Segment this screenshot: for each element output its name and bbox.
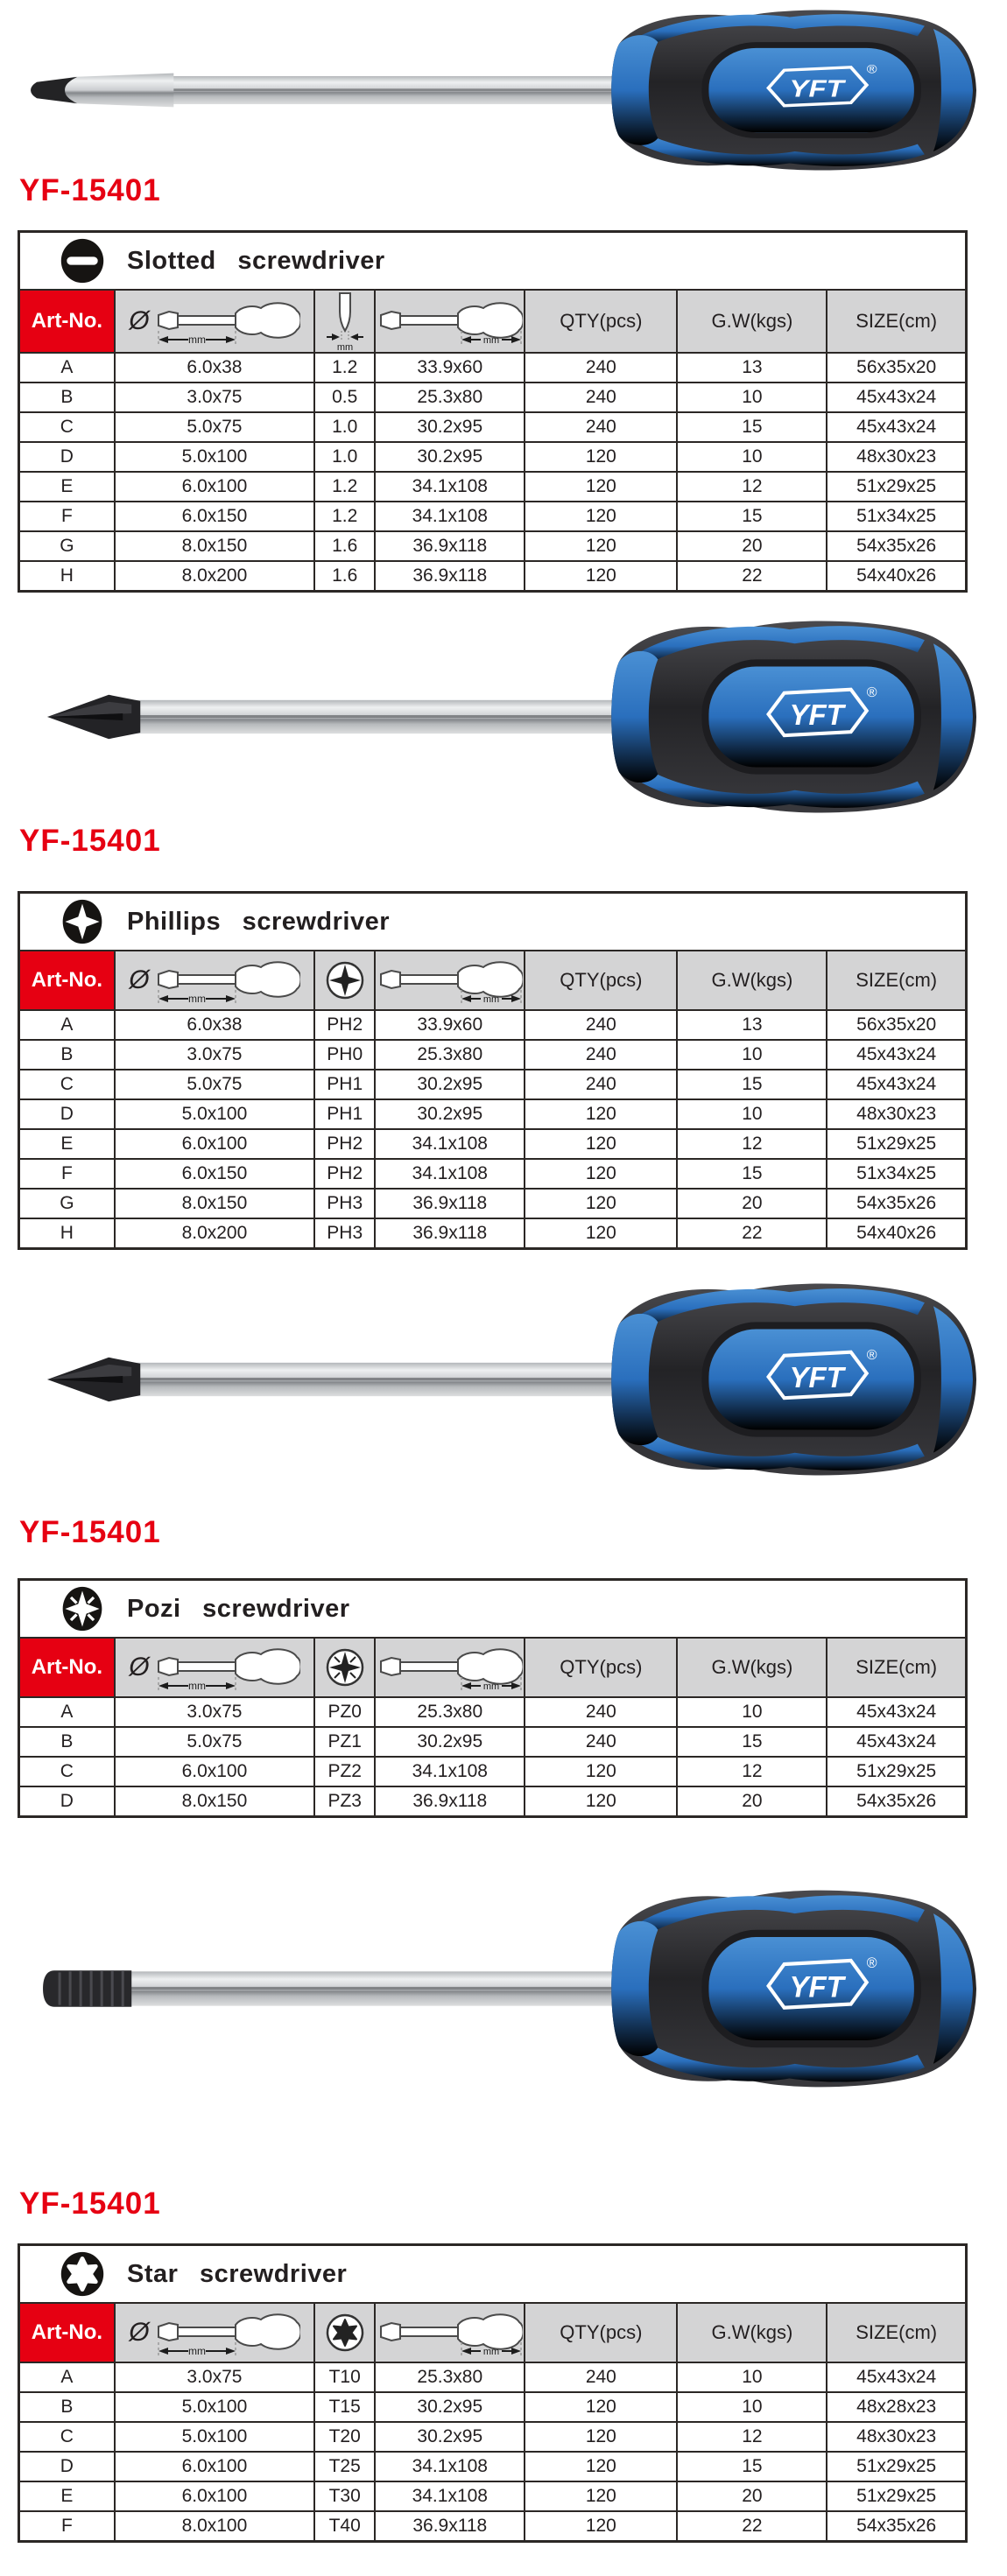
spec-cell: 30.2x95 (375, 442, 525, 472)
spec-cell: 120 (525, 502, 677, 531)
spec-cell: D (19, 442, 115, 472)
slotted-tip (31, 74, 173, 108)
spec-cell: 34.1x108 (375, 2481, 525, 2511)
spec-cell: 12 (677, 472, 827, 502)
spec-cell: T40 (314, 2511, 375, 2542)
spec-cell: G (19, 531, 115, 561)
shaft-length-diagram (155, 953, 300, 1007)
spec-cell: E (19, 2481, 115, 2511)
spec-cell: PZ0 (314, 1697, 375, 1727)
spec-cell: 15 (677, 1070, 827, 1099)
screwdriver-shaft (128, 1971, 647, 2005)
col-overall-length (375, 290, 525, 353)
spec-row (19, 1070, 967, 1099)
spec-cell: 36.9x118 (375, 1218, 525, 1249)
spec-cell: 25.3x80 (375, 2362, 525, 2392)
spec-row (19, 561, 967, 592)
spec-cell: PZ2 (314, 1757, 375, 1786)
spec-row (19, 1218, 967, 1249)
spec-row (19, 1129, 967, 1159)
col-diameter (115, 290, 314, 353)
spec-cell: 34.1x108 (375, 502, 525, 531)
spec-cell: 5.0x100 (115, 2422, 314, 2452)
spec-cell: 120 (525, 442, 677, 472)
spec-cell: 120 (525, 561, 677, 592)
shaft-length-diagram (155, 294, 300, 348)
overall-length-diagram (377, 2306, 523, 2360)
spec-cell: 3.0x75 (115, 383, 314, 412)
pozi-tip (47, 1358, 140, 1401)
spec-row (19, 2392, 967, 2422)
screwdriver-handle (611, 621, 976, 813)
spec-cell: 120 (525, 1189, 677, 1218)
spec-cell: B (19, 1727, 115, 1757)
col-size: SIZE(cm) (827, 290, 966, 353)
table-title-text: Phillips screwdriver (127, 907, 391, 936)
spec-row (19, 1159, 967, 1189)
spec-row (19, 353, 967, 383)
spec-cell: F (19, 502, 115, 531)
spec-cell: 240 (525, 1070, 677, 1099)
spec-cell: 5.0x75 (115, 1727, 314, 1757)
spec-cell: C (19, 2422, 115, 2452)
spec-cell: 240 (525, 1697, 677, 1727)
spec-cell: 120 (525, 2422, 677, 2452)
spec-cell: 45x43x24 (827, 1727, 966, 1757)
spec-row (19, 1099, 967, 1129)
spec-cell: PH2 (314, 1010, 375, 1040)
spec-cell: D (19, 2452, 115, 2481)
table-title (19, 1580, 967, 1639)
spec-cell: 240 (525, 1010, 677, 1040)
torx-bit-icon (324, 2312, 366, 2354)
spec-cell: C (19, 412, 115, 442)
spec-cell: 6.0x100 (115, 1757, 314, 1786)
spec-cell: C (19, 1070, 115, 1099)
spec-cell: 1.0 (314, 412, 375, 442)
spec-cell: 10 (677, 442, 827, 472)
spec-cell: 56x35x20 (827, 1010, 966, 1040)
spec-cell: 6.0x100 (115, 472, 314, 502)
spec-cell: 20 (677, 1786, 827, 1817)
spec-cell: 1.6 (314, 531, 375, 561)
spec-cell: D (19, 1099, 115, 1129)
table-title (19, 232, 967, 291)
spec-cell: A (19, 353, 115, 383)
pozi-screwdriver-photo (25, 1278, 981, 1481)
spec-cell: 33.9x60 (375, 1010, 525, 1040)
shaft-length-diagram (155, 1640, 300, 1695)
spec-cell: 54x35x26 (827, 1189, 966, 1218)
screwdriver-shaft (128, 76, 647, 104)
spec-cell: 10 (677, 1040, 827, 1070)
spec-cell: 3.0x75 (115, 1040, 314, 1070)
col-diameter (115, 1638, 314, 1697)
spec-cell: 8.0x100 (115, 2511, 314, 2542)
spec-cell: 54x40x26 (827, 561, 966, 592)
spec-cell: 240 (525, 1727, 677, 1757)
spec-row (19, 2422, 967, 2452)
spec-cell: D (19, 1786, 115, 1817)
spec-cell: 51x29x25 (827, 1129, 966, 1159)
slotted-screwdriver-photo (25, 5, 981, 175)
spec-cell: 1.2 (314, 502, 375, 531)
spec-cell: 5.0x75 (115, 412, 314, 442)
spec-cell: 22 (677, 1218, 827, 1249)
screwdriver-handle (611, 1891, 976, 2088)
spec-cell: 15 (677, 1159, 827, 1189)
col-art-no: Art-No. (19, 2303, 115, 2362)
spec-cell: 120 (525, 2452, 677, 2481)
spec-cell: 51x29x25 (827, 2481, 966, 2511)
col-gw: G.W(kgs) (677, 1638, 827, 1697)
spec-cell: PH2 (314, 1159, 375, 1189)
spec-cell: 25.3x80 (375, 1697, 525, 1727)
spec-cell: E (19, 1129, 115, 1159)
spec-row (19, 531, 967, 561)
pozi-icon (59, 1585, 106, 1632)
spec-cell: 12 (677, 1129, 827, 1159)
spec-cell: 51x29x25 (827, 472, 966, 502)
spec-cell: 20 (677, 2481, 827, 2511)
spec-cell: 6.0x100 (115, 1129, 314, 1159)
col-tip-width (314, 290, 375, 353)
spec-cell: 30.2x95 (375, 1099, 525, 1129)
spec-cell: 36.9x118 (375, 531, 525, 561)
spec-cell: 45x43x24 (827, 383, 966, 412)
spec-cell: 5.0x100 (115, 1099, 314, 1129)
spec-cell: 34.1x108 (375, 472, 525, 502)
spec-cell: 5.0x75 (115, 1070, 314, 1099)
spec-cell: 120 (525, 472, 677, 502)
spec-row (19, 1189, 967, 1218)
spec-cell: 54x35x26 (827, 531, 966, 561)
spec-cell: A (19, 1010, 115, 1040)
pozi-spec-table (18, 1578, 968, 1818)
diameter-symbol: Ø (129, 1653, 150, 1681)
shaft-length-diagram (155, 2306, 300, 2360)
spec-cell: B (19, 1040, 115, 1070)
spec-cell: 36.9x118 (375, 2511, 525, 2542)
slotted-blade-icon (325, 291, 365, 352)
screwdriver-shaft (128, 1363, 647, 1396)
col-qty: QTY(pcs) (525, 2303, 677, 2362)
table-title (19, 2245, 967, 2304)
overall-length-diagram (377, 1640, 523, 1695)
spec-cell: 45x43x24 (827, 1070, 966, 1099)
spec-cell: 15 (677, 412, 827, 442)
spec-cell: 0.5 (314, 383, 375, 412)
spec-row (19, 1010, 967, 1040)
overall-length-diagram (377, 294, 523, 348)
col-art-no: Art-No. (19, 951, 115, 1010)
spec-cell: E (19, 472, 115, 502)
col-size: SIZE(cm) (827, 2303, 966, 2362)
overall-length-diagram (377, 953, 523, 1007)
col-diameter (115, 951, 314, 1010)
spec-cell: PH1 (314, 1099, 375, 1129)
spec-cell: 13 (677, 353, 827, 383)
spec-cell: 6.0x38 (115, 1010, 314, 1040)
spec-cell: 1.2 (314, 472, 375, 502)
spec-cell: 34.1x108 (375, 1129, 525, 1159)
spec-cell: T15 (314, 2392, 375, 2422)
spec-cell: PH1 (314, 1070, 375, 1099)
model-number: YF-15401 (19, 824, 161, 858)
spec-cell: 6.0x150 (115, 1159, 314, 1189)
spec-cell: 120 (525, 1129, 677, 1159)
star-spec-table (18, 2243, 968, 2543)
spec-cell: H (19, 1218, 115, 1249)
screwdriver-handle (611, 10, 976, 170)
spec-cell: C (19, 1757, 115, 1786)
torx-tip (43, 1970, 131, 2006)
spec-cell: 8.0x200 (115, 1218, 314, 1249)
spec-cell: 1.0 (314, 442, 375, 472)
phillips-bit-icon (324, 959, 366, 1001)
spec-cell: 3.0x75 (115, 2362, 314, 2392)
spec-cell: 22 (677, 2511, 827, 2542)
col-bit-size (314, 1638, 375, 1697)
phillips-spec-table (18, 891, 968, 1250)
spec-cell: 30.2x95 (375, 1727, 525, 1757)
pozi-bit-icon (324, 1646, 366, 1688)
spec-cell: T10 (314, 2362, 375, 2392)
spec-cell: 45x43x24 (827, 1697, 966, 1727)
spec-cell: PZ1 (314, 1727, 375, 1757)
spec-row (19, 1727, 967, 1757)
spec-cell: 120 (525, 531, 677, 561)
spec-cell: 36.9x118 (375, 1189, 525, 1218)
spec-cell: 48x30x23 (827, 442, 966, 472)
table-title (19, 893, 967, 951)
spec-cell: 51x29x25 (827, 1757, 966, 1786)
spec-cell: 240 (525, 353, 677, 383)
spec-cell: 8.0x150 (115, 531, 314, 561)
spec-cell: B (19, 383, 115, 412)
table-title-text: Slotted screwdriver (127, 246, 385, 275)
spec-cell: 51x34x25 (827, 1159, 966, 1189)
spec-cell: PH3 (314, 1218, 375, 1249)
spec-row (19, 502, 967, 531)
model-number: YF-15401 (19, 2186, 161, 2221)
spec-cell: A (19, 2362, 115, 2392)
spec-cell: 8.0x150 (115, 1189, 314, 1218)
spec-cell: 10 (677, 2362, 827, 2392)
spec-cell: 13 (677, 1010, 827, 1040)
spec-cell: 120 (525, 1786, 677, 1817)
spec-row (19, 2481, 967, 2511)
spec-cell: 34.1x108 (375, 1757, 525, 1786)
col-overall-length (375, 951, 525, 1010)
spec-cell: H (19, 561, 115, 592)
spec-cell: 6.0x150 (115, 502, 314, 531)
screwdriver-handle (611, 1284, 976, 1476)
diameter-symbol: Ø (129, 306, 150, 335)
spec-cell: 8.0x200 (115, 561, 314, 592)
spec-cell: 240 (525, 383, 677, 412)
col-size: SIZE(cm) (827, 951, 966, 1010)
slotted-spec-table (18, 230, 968, 593)
spec-row (19, 442, 967, 472)
spec-cell: 240 (525, 412, 677, 442)
table-title-text: Star screwdriver (127, 2259, 348, 2288)
spec-cell: G (19, 1189, 115, 1218)
star-icon (59, 2250, 106, 2298)
spec-cell: 22 (677, 561, 827, 592)
star-screwdriver-photo (25, 1885, 981, 2093)
spec-cell: B (19, 2392, 115, 2422)
col-bit-size (314, 951, 375, 1010)
spec-row (19, 2362, 967, 2392)
spec-cell: 30.2x95 (375, 1070, 525, 1099)
spec-cell: 36.9x118 (375, 1786, 525, 1817)
spec-row (19, 1040, 967, 1070)
spec-cell: A (19, 1697, 115, 1727)
spec-cell: 54x35x26 (827, 1786, 966, 1817)
spec-cell: 6.0x100 (115, 2452, 314, 2481)
col-overall-length (375, 2303, 525, 2362)
col-art-no: Art-No. (19, 1638, 115, 1697)
spec-cell: T20 (314, 2422, 375, 2452)
spec-cell: 15 (677, 2452, 827, 2481)
screwdriver-shaft (128, 700, 647, 733)
spec-cell: PH3 (314, 1189, 375, 1218)
diameter-symbol: Ø (129, 2318, 150, 2347)
spec-row (19, 2452, 967, 2481)
spec-cell: 36.9x118 (375, 561, 525, 592)
spec-cell: 51x29x25 (827, 2452, 966, 2481)
spec-row (19, 2511, 967, 2542)
phillips-tip (47, 695, 140, 739)
spec-cell: 8.0x150 (115, 1786, 314, 1817)
table-title-text: Pozi screwdriver (127, 1594, 350, 1623)
spec-cell: 30.2x95 (375, 2422, 525, 2452)
spec-cell: 240 (525, 1040, 677, 1070)
spec-cell: 30.2x95 (375, 2392, 525, 2422)
spec-cell: 6.0x100 (115, 2481, 314, 2511)
spec-cell: 120 (525, 2481, 677, 2511)
spec-cell: 54x40x26 (827, 1218, 966, 1249)
model-number: YF-15401 (19, 173, 161, 207)
diameter-symbol: Ø (129, 965, 150, 994)
spec-cell: 120 (525, 2392, 677, 2422)
spec-cell: 45x43x24 (827, 1040, 966, 1070)
spec-cell: 20 (677, 1189, 827, 1218)
spec-cell: 1.6 (314, 561, 375, 592)
spec-cell: 48x30x23 (827, 1099, 966, 1129)
col-gw: G.W(kgs) (677, 290, 827, 353)
spec-cell: 30.2x95 (375, 412, 525, 442)
col-diameter (115, 2303, 314, 2362)
spec-cell: 48x28x23 (827, 2392, 966, 2422)
spec-row (19, 383, 967, 412)
spec-cell: 45x43x24 (827, 412, 966, 442)
spec-row (19, 1697, 967, 1727)
spec-cell: 6.0x38 (115, 353, 314, 383)
spec-cell: 34.1x108 (375, 2452, 525, 2481)
phillips-icon (59, 898, 106, 945)
spec-cell: 3.0x75 (115, 1697, 314, 1727)
col-art-no: Art-No. (19, 290, 115, 353)
spec-cell: T25 (314, 2452, 375, 2481)
spec-cell: 5.0x100 (115, 442, 314, 472)
spec-row (19, 1757, 967, 1786)
spec-cell: 10 (677, 1697, 827, 1727)
spec-cell: 20 (677, 531, 827, 561)
spec-cell: 5.0x100 (115, 2392, 314, 2422)
spec-cell: 54x35x26 (827, 2511, 966, 2542)
spec-cell: 56x35x20 (827, 353, 966, 383)
spec-cell: F (19, 1159, 115, 1189)
slotted-icon (59, 237, 106, 284)
spec-cell: 120 (525, 1159, 677, 1189)
col-overall-length (375, 1638, 525, 1697)
spec-row (19, 412, 967, 442)
spec-cell: 15 (677, 1727, 827, 1757)
spec-cell: 120 (525, 1757, 677, 1786)
col-qty: QTY(pcs) (525, 290, 677, 353)
col-size: SIZE(cm) (827, 1638, 966, 1697)
col-gw: G.W(kgs) (677, 2303, 827, 2362)
spec-cell: F (19, 2511, 115, 2542)
col-gw: G.W(kgs) (677, 951, 827, 1010)
spec-cell: 25.3x80 (375, 1040, 525, 1070)
col-qty: QTY(pcs) (525, 951, 677, 1010)
spec-cell: 120 (525, 2511, 677, 2542)
spec-cell: 120 (525, 1099, 677, 1129)
spec-cell: 12 (677, 1757, 827, 1786)
spec-cell: PH2 (314, 1129, 375, 1159)
spec-cell: 45x43x24 (827, 2362, 966, 2392)
spec-cell: 33.9x60 (375, 353, 525, 383)
phillips-screwdriver-photo (25, 615, 981, 818)
spec-cell: 120 (525, 1218, 677, 1249)
spec-row (19, 472, 967, 502)
spec-cell: 1.2 (314, 353, 375, 383)
spec-cell: 240 (525, 2362, 677, 2392)
col-bit-size (314, 2303, 375, 2362)
spec-cell: PH0 (314, 1040, 375, 1070)
spec-cell: 48x30x23 (827, 2422, 966, 2452)
spec-cell: 51x34x25 (827, 502, 966, 531)
spec-cell: T30 (314, 2481, 375, 2511)
col-qty: QTY(pcs) (525, 1638, 677, 1697)
spec-cell: 10 (677, 1099, 827, 1129)
spec-cell: 12 (677, 2422, 827, 2452)
model-number: YF-15401 (19, 1515, 161, 1549)
spec-cell: PZ3 (314, 1786, 375, 1817)
spec-cell: 25.3x80 (375, 383, 525, 412)
spec-cell: 10 (677, 383, 827, 412)
spec-row (19, 1786, 967, 1817)
spec-cell: 10 (677, 2392, 827, 2422)
spec-cell: 15 (677, 502, 827, 531)
spec-cell: 34.1x108 (375, 1159, 525, 1189)
